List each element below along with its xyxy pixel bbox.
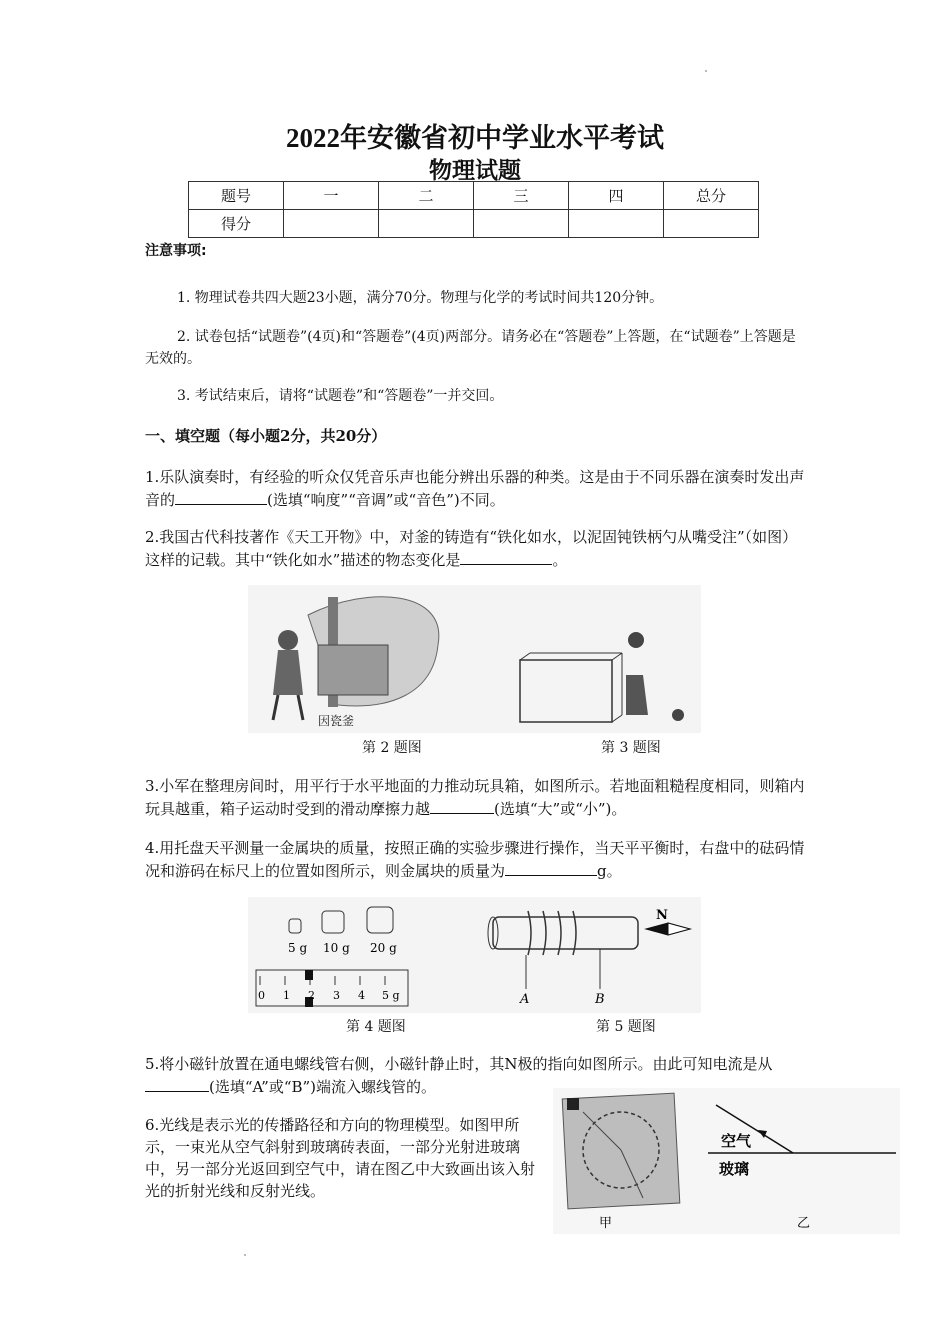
- question-3-text-end: (选填“大”或“小”)。: [494, 800, 627, 818]
- score-header-cell: 四: [569, 182, 664, 210]
- notes-heading: 注意事项:: [145, 243, 207, 259]
- figure-3-caption: 第 3 题图: [601, 740, 661, 756]
- answer-blank[interactable]: [460, 548, 552, 565]
- question-4: [145, 837, 805, 882]
- question-4-text-end: g。: [597, 862, 622, 880]
- glass-label: 玻璃: [719, 1160, 750, 1178]
- figure-4-5-illustration: [248, 897, 701, 1013]
- scale-label: 2: [308, 989, 315, 1002]
- score-row-label: 得分: [189, 210, 284, 238]
- score-table-score-row: [189, 210, 759, 238]
- terminal-a-label: A: [520, 992, 530, 1007]
- answer-blank[interactable]: [430, 797, 494, 814]
- figure-2-3-illustration: [248, 585, 701, 733]
- scan-dot: [705, 70, 707, 72]
- figure-5-caption: 第 5 题图: [596, 1019, 656, 1035]
- answer-blank[interactable]: [505, 859, 597, 876]
- figure-yi-label: 乙: [797, 1216, 811, 1231]
- score-cell: [284, 210, 379, 238]
- score-header-cell: 总分: [664, 182, 759, 210]
- question-3-text: 3.小军在整理房间时，用平行于水平地面的力推动玩具箱，如图所示。若地面粗糙程度相同，则箱内玩具越重，箱子运动时受到的滑动摩擦力越: [145, 777, 805, 818]
- question-6: 6.光线是表示光的传播路径和方向的物理模型。如图甲所示，一束光从空气斜射到玻璃砖表面，一部分光射进玻璃中，另一部分光返回到空气中，请在图乙中大致画出该入射光的折射光线和反射光线。: [145, 1116, 536, 1200]
- note-item: 1. 物理试卷共四大题23小题，满分70分。物理与化学的考试时间共120分钟。: [177, 290, 664, 306]
- scan-dot: [244, 1254, 246, 1256]
- score-cell: [474, 210, 569, 238]
- score-header-cell: 三: [474, 182, 569, 210]
- question-2: [145, 526, 805, 571]
- weight-label-5g: 5 g: [288, 941, 308, 955]
- question-3: [145, 775, 805, 820]
- section-heading: 一、填空题（每小题2分，共20分）: [145, 427, 387, 445]
- scale-label: 5 g: [382, 989, 400, 1002]
- scale-label: 4: [358, 989, 365, 1002]
- question-1: [145, 466, 805, 511]
- fig2-label: 因瓷釜: [318, 714, 355, 728]
- score-table-header-row: [189, 182, 759, 210]
- question-4-text: 4.用托盘天平测量一金属块的质量，按照正确的实验步骤进行操作，当天平平衡时，右盘中的砝码情况和游码在标尺上的位置如图所示，则金属块的质量为: [145, 839, 805, 880]
- question-5-text-end: (选填“A”或“B”)端流入螺线管的。: [209, 1078, 437, 1096]
- figure-2-caption: 第 2 题图: [362, 740, 422, 756]
- score-cell: [664, 210, 759, 238]
- question-2-text-end: 。: [552, 551, 568, 569]
- note-item: 2. 试卷包括“试题卷”(4页)和“答题卷”(4页)两部分。请务必在“答题卷”上答题，在“试题卷”上答题是无效的。: [145, 329, 796, 367]
- question-1-text: 1.乐队演奏时，有经验的听众仅凭音乐声也能分辨出乐器的种类。这是由于不同乐器在演奏时发出声音的: [145, 468, 805, 509]
- scale-label: 1: [283, 989, 290, 1002]
- terminal-b-label: B: [595, 992, 605, 1007]
- answer-blank[interactable]: [175, 488, 267, 505]
- question-2-text: 2.我国古代科技著作《天工开物》中，对釜的铸造有“铁化如水，以泥固钝铁柄勺从嘴受注”（如图）这样的记载。其中“铁化如水”描述的物态变化是: [145, 528, 798, 569]
- air-label: 空气: [721, 1132, 752, 1150]
- note-item: 3. 考试结束后，请将“试题卷”和“答题卷”一并交回。: [177, 388, 504, 404]
- score-header-cell: 题号: [189, 182, 284, 210]
- figure-6-panel: [553, 1088, 900, 1234]
- scale-label: 0: [258, 989, 265, 1002]
- weight-label-10g: 10 g: [323, 941, 350, 955]
- question-5-text: 5.将小磁针放置在通电螺线管右侧，小磁针静止时，其N极的指向如图所示。由此可知电流是从: [145, 1055, 773, 1073]
- score-table: [188, 181, 759, 238]
- scale-label: 3: [333, 989, 340, 1002]
- weight-label-20g: 20 g: [370, 941, 397, 955]
- figure-6-illustration: [553, 1088, 900, 1234]
- figure-2-3-panel: [248, 585, 701, 733]
- score-cell: [379, 210, 474, 238]
- exam-title: 2022年安徽省初中学业水平考试: [286, 123, 664, 153]
- score-header-cell: 二: [379, 182, 474, 210]
- score-header-cell: 一: [284, 182, 379, 210]
- figure-4-caption: 第 4 题图: [346, 1019, 406, 1035]
- figure-4-5-panel: [248, 897, 701, 1013]
- answer-blank[interactable]: [145, 1075, 209, 1092]
- question-1-text-end: (选填“响度”“音调”或“音色”)不同。: [267, 491, 505, 509]
- north-pole-label: N: [656, 908, 668, 923]
- figure-jia-label: 甲: [599, 1216, 613, 1231]
- score-cell: [569, 210, 664, 238]
- exam-subtitle: 物理试题: [429, 158, 521, 183]
